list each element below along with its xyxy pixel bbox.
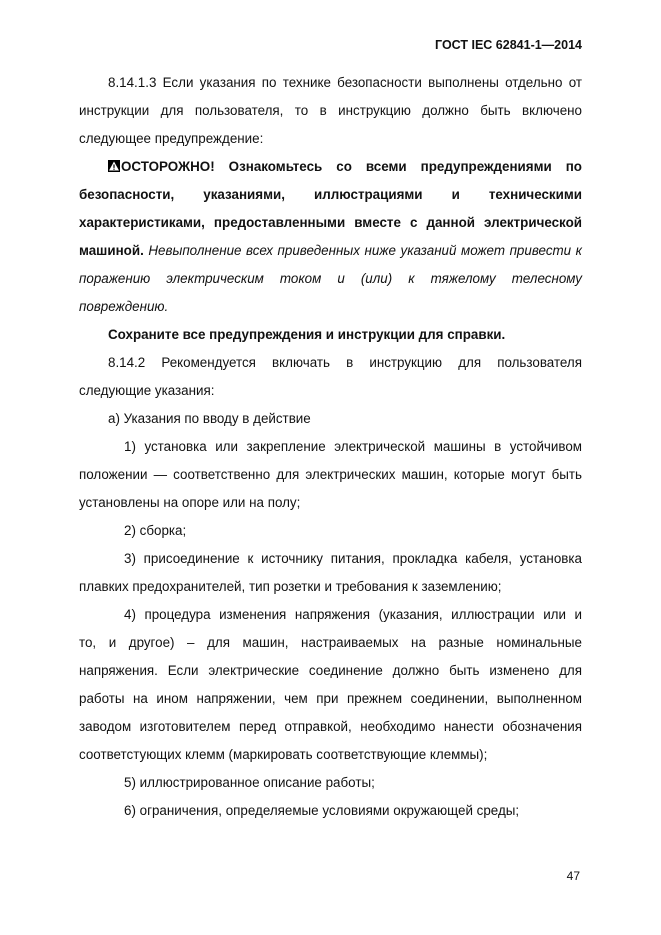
warning-line [108, 159, 582, 175]
warning-line [79, 243, 582, 259]
warning-line: безопасности, указаниями, иллюстрациями и техническими [79, 187, 582, 202]
paragraph-line: следующие указания: [79, 383, 215, 398]
warning-bold-text: машиной. [79, 243, 144, 258]
list-item: 3) присоединение к источнику питания, прокладка кабеля, установка [124, 551, 582, 566]
list-item-continuation: установлены на опоре или на полу; [79, 495, 301, 510]
list-item-continuation: заводом изготовителем перед отправкой, необходимо нанести обозначения [79, 719, 582, 734]
warning-italic-text: Невыполнение всех приведенных ниже указаний может привести к [143, 243, 582, 258]
paragraph-line: 8.14.1.3 Если указания по технике безопасности выполнены отдельно от [108, 75, 582, 90]
list-item: 2) сборка; [124, 523, 187, 538]
list-item-continuation: соответстующих клемм (маркировать соответствующие клеммы); [79, 747, 488, 762]
list-item-continuation: то, и другое) – для машин, настраиваемых на разные номинальные [79, 635, 582, 650]
paragraph-line: инструкции для пользователя, то в инструкцию должно быть включено [79, 103, 582, 118]
warning-line: поражению электрическим током и (или) к тяжелому телесному [79, 271, 582, 286]
warning-line: характеристиками, предоставленными вместе с данной электрической [79, 215, 582, 230]
list-item-continuation: работы на ином напряжении, чем при прежнем соединении, выполненном [79, 691, 582, 706]
list-item: 4) процедура изменения напряжения (указания, иллюстрации или и [124, 607, 582, 622]
list-item-continuation: положении — соответственно для электрических машин, которые могут быть [79, 467, 582, 482]
document-header: ГОСТ IEC 62841-1—2014 [435, 38, 582, 52]
paragraph-line: 8.14.2 Рекомендуется включать в инструкцию для пользователя [108, 355, 582, 370]
warning-line: повреждению. [79, 299, 169, 314]
save-instructions: Сохраните все предупреждения и инструкции для справки. [108, 327, 506, 342]
list-heading: а) Указания по вводу в действие [108, 411, 311, 426]
list-item-continuation: напряжения. Если электрические соединение должно быть изменено для [79, 663, 582, 678]
list-item-continuation: плавких предохранителей, тип розетки и требования к заземлению; [79, 579, 502, 594]
list-item: 5) иллюстрированное описание работы; [124, 775, 375, 790]
list-item: 6) ограничения, определяемые условиями окружающей среды; [124, 803, 520, 818]
list-item: 1) установка или закрепление электрической машины в устойчивом [124, 439, 582, 454]
warning-triangle-icon [108, 160, 120, 172]
warning-text: ОСТОРОЖНО! Ознакомьтесь со всеми предупреждениями по [121, 159, 582, 174]
paragraph-line: следующее предупреждение: [79, 131, 264, 146]
page-number: 47 [566, 869, 580, 883]
